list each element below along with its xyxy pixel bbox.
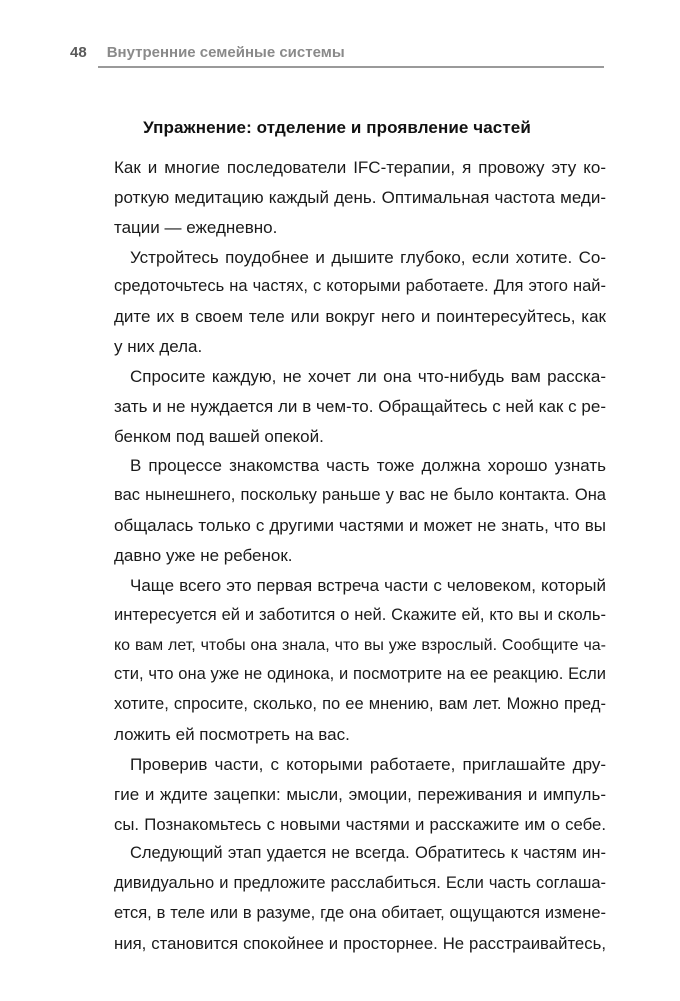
text-line: сы. Познакомьтесь с новыми частями и расскажите им о себе. xyxy=(114,814,606,834)
text-line: бенком под вашей опекой. xyxy=(114,426,324,446)
header-rule xyxy=(98,66,604,68)
text-line: Следующий этап удается не всегда. Обратитесь к частям ин- xyxy=(130,844,606,863)
text-line: ния, становится спокойнее и просторнее. Не расстраивайтесь, xyxy=(114,933,606,953)
text-line: роткую медитацию каждый день. Оптимальная частота меди- xyxy=(114,187,606,207)
paragraph-1 xyxy=(114,153,606,243)
text-line: Проверив части, с которыми работаете, приглашайте дру- xyxy=(130,754,606,774)
text-line: сти, что она уже не одинока, и посмотрите на ее реакцию. Если xyxy=(114,665,606,684)
running-header xyxy=(70,44,604,66)
text-line: тации — ежедневно. xyxy=(114,217,278,237)
paragraph-3 xyxy=(114,362,606,452)
paragraph-5 xyxy=(114,571,606,750)
running-title: Внутренние семейные системы xyxy=(106,44,345,61)
text-line: ко вам лет, чтобы она знала, что вы уже взрослый. Сообщите ча- xyxy=(114,636,606,654)
text-line: Как и многие последователи IFC-терапии, я провожу эту ко- xyxy=(114,158,606,177)
text-line: интересуется ей и заботится о ней. Скажите ей, кто вы и сколь- xyxy=(114,605,606,624)
section-heading: Упражнение: отделение и проявление частей xyxy=(143,118,531,137)
text-line: Спросите каждую, не хочет ли она что-нибудь вам расска- xyxy=(130,366,606,386)
paragraph-6 xyxy=(114,750,606,840)
text-line: дите их в своем теле или вокруг него и поинтересуйтесь, как xyxy=(114,307,606,327)
text-line: Устройтесь поудобнее и дышите глубоко, если хотите. Со- xyxy=(130,247,606,267)
text-line: у них дела. xyxy=(114,337,203,357)
text-line: средоточьтесь на частях, с которыми работаете. Для этого най- xyxy=(114,277,606,296)
text-line: давно уже не ребенок. xyxy=(114,545,293,565)
text-line: дивидуально и предложите расслабиться. Если часть соглаша- xyxy=(114,874,606,893)
text-line: общалась только с другими частями и может не знать, что вы xyxy=(114,516,606,536)
paragraph-7 xyxy=(114,839,606,958)
body-text xyxy=(114,153,606,959)
paragraph-2 xyxy=(114,243,606,362)
paragraph-4 xyxy=(114,451,606,570)
text-line: Чаще всего это первая встреча части с человеком, который xyxy=(130,575,606,595)
text-line: В процессе знакомства часть тоже должна хорошо узнать xyxy=(130,456,606,476)
text-line: гие и ждите зацепки: мысли, эмоции, переживания и импуль- xyxy=(114,784,606,804)
text-line: ложить ей посмотреть на вас. xyxy=(114,725,350,745)
text-line: хотите, спросите, сколько, по ее мнению, вам лет. Можно пред- xyxy=(114,695,606,714)
page-number: 48 xyxy=(70,44,87,61)
text-line: зать и не нуждается ли в чем-то. Обращайтесь с ней как с ре- xyxy=(114,396,606,416)
text-line: вас нынешнего, поскольку раньше у вас не было контакта. Она xyxy=(114,486,606,505)
text-line: ется, в теле или в разуме, где она обитает, ощущаются измене- xyxy=(114,904,606,923)
